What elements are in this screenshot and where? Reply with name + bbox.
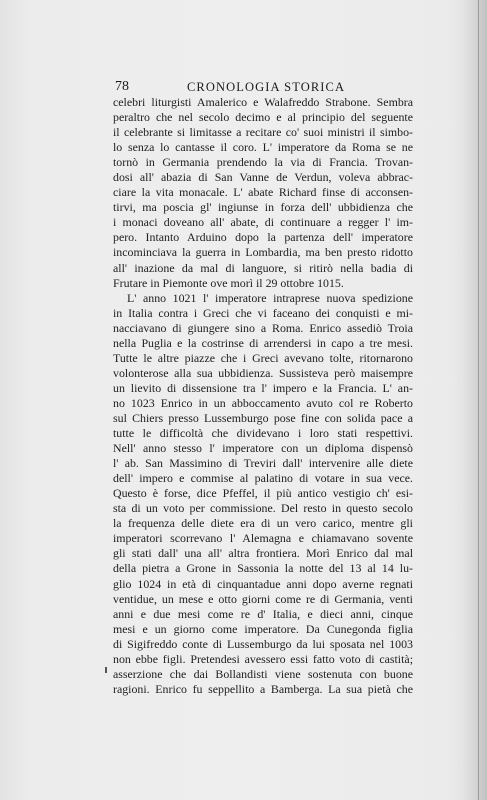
text-line: peraltro che nel secolo decimo e al principio del seguente: [113, 110, 413, 125]
text-line: gli stati dall' una all' altra frontiera. Morì Enrico dal mal: [113, 546, 413, 561]
text-line: celebri liturgisti Amalerico e Walafreddo Strabone. Sembra: [113, 95, 413, 109]
text-line: dosi all' abazia di San Vanne de Verdun, voleva abbrac-: [113, 170, 413, 185]
text-line: ragioni. Enrico fu seppellito a Bamberga. La sua pietà che: [113, 681, 413, 696]
text-line: di Sigifreddo conte di Lussemburgo da lui sposata nel 1003: [113, 636, 413, 651]
paragraph-start-line: L' anno 1021 l' imperatore intraprese nuova spedizione: [127, 290, 413, 305]
text-line: non ebbe figli. Pretendesi avessero essi fatto voto di castità;: [113, 651, 413, 666]
text-line: lo senza lo cantasse il coro. L' imperatore da Roma se ne: [113, 140, 413, 155]
text-line: asserzione che dai Bollandisti viene sostenuta con buone: [113, 666, 413, 681]
text-line: i monaci doveano all' abate, di continuare a regger l' im-: [113, 215, 413, 230]
page-number: 78: [115, 79, 129, 94]
text-line: anni e due mesi come re d' Italia, e dieci anni, cinque: [113, 606, 413, 621]
text-line: pero. Intanto Arduino dopo la partenza dell' imperatore: [113, 230, 413, 245]
text-line: incominciava la guerra in Lombardia, ma ben presto ridotto: [113, 245, 413, 260]
text-line: un lievito di dissensione tra l' impero e la Francia. L' an-: [113, 380, 413, 395]
text-line: in Italia contra i Greci che vi faceano dei conquisti e mi-: [113, 305, 413, 320]
text-line: sul Chiers presso Lussemburgo pose fine con solida pace a: [113, 410, 413, 425]
text-line: mesi e un giorno come imperatore. Da Cunegonda figlia: [113, 621, 413, 636]
text-line: nella Puglia e la costrinse di arrendersi in capo a tre mesi.: [113, 335, 413, 350]
text-line: nacciavano di giungere sino a Roma. Enrico assediò Troia: [113, 320, 413, 335]
body-text: [113, 95, 413, 697]
text-line: Nell' anno stesso l' imperatore con un diploma dispensò: [113, 441, 413, 456]
text-line: no 1023 Enrico in un abboccamento avuto col re Roberto: [113, 395, 413, 410]
text-line: dell' impero e commise al palatino di votare in sua vece.: [113, 471, 413, 486]
text-line: tirvi, ma poscia gl' ingiunse in forza dell' ubbidienza che: [113, 200, 413, 215]
running-head: CRONOLOGIA STORICA: [187, 80, 346, 94]
text-line: Questo è forse, dice Pfeffel, il più antico vestigio ch' esi-: [113, 486, 413, 501]
text-line: tutte le difficoltà che dividevano i loro stati respettivi.: [113, 426, 413, 441]
text-line: imperatori scorrevano l' Alemagna e chiamavano sovente: [113, 531, 413, 546]
margin-mark: [105, 667, 107, 673]
text-line: volonterose alla sua ubbidienza. Sussisteva però maisempre: [113, 365, 413, 380]
text-line: Frutare in Piemonte ove morì il 29 ottobre 1015.: [113, 275, 344, 290]
text-line: glio 1024 in età di cinquantadue anni dopo averne regnati: [113, 576, 413, 591]
text-line: ciare la vita monacale. L' abate Richard finse di acconsen-: [113, 185, 413, 200]
text-line: la frequenza delle diete era di un vero carico, mentre gli: [113, 516, 413, 531]
spine-edge: [478, 0, 479, 800]
text-line: l' ab. San Massimino di Treviri dall' intervenire alle diete: [113, 456, 413, 471]
text-line: della pietra a Grone in Sassonia la notte del 13 al 14 lu-: [113, 561, 413, 576]
page-header: [115, 79, 410, 95]
text-line: tornò in Germania prendendo la via di Francia. Trovan-: [113, 155, 413, 170]
text-line: Tutte le altre piazze che i Greci avevano tolte, ritornarono: [113, 350, 413, 365]
text-line: sta di un voto per commissione. Del resto in questo secolo: [113, 501, 413, 516]
text-line: ventidue, un mese e otto giorni come re di Germania, venti: [113, 591, 413, 606]
text-line: il celebrante si limitasse a recitare co' suoi ministri il simbo-: [113, 125, 413, 140]
text-line: all' inazione da mal di languore, si ritirò nella badia di: [113, 260, 413, 275]
spine-shadow: [461, 0, 487, 800]
